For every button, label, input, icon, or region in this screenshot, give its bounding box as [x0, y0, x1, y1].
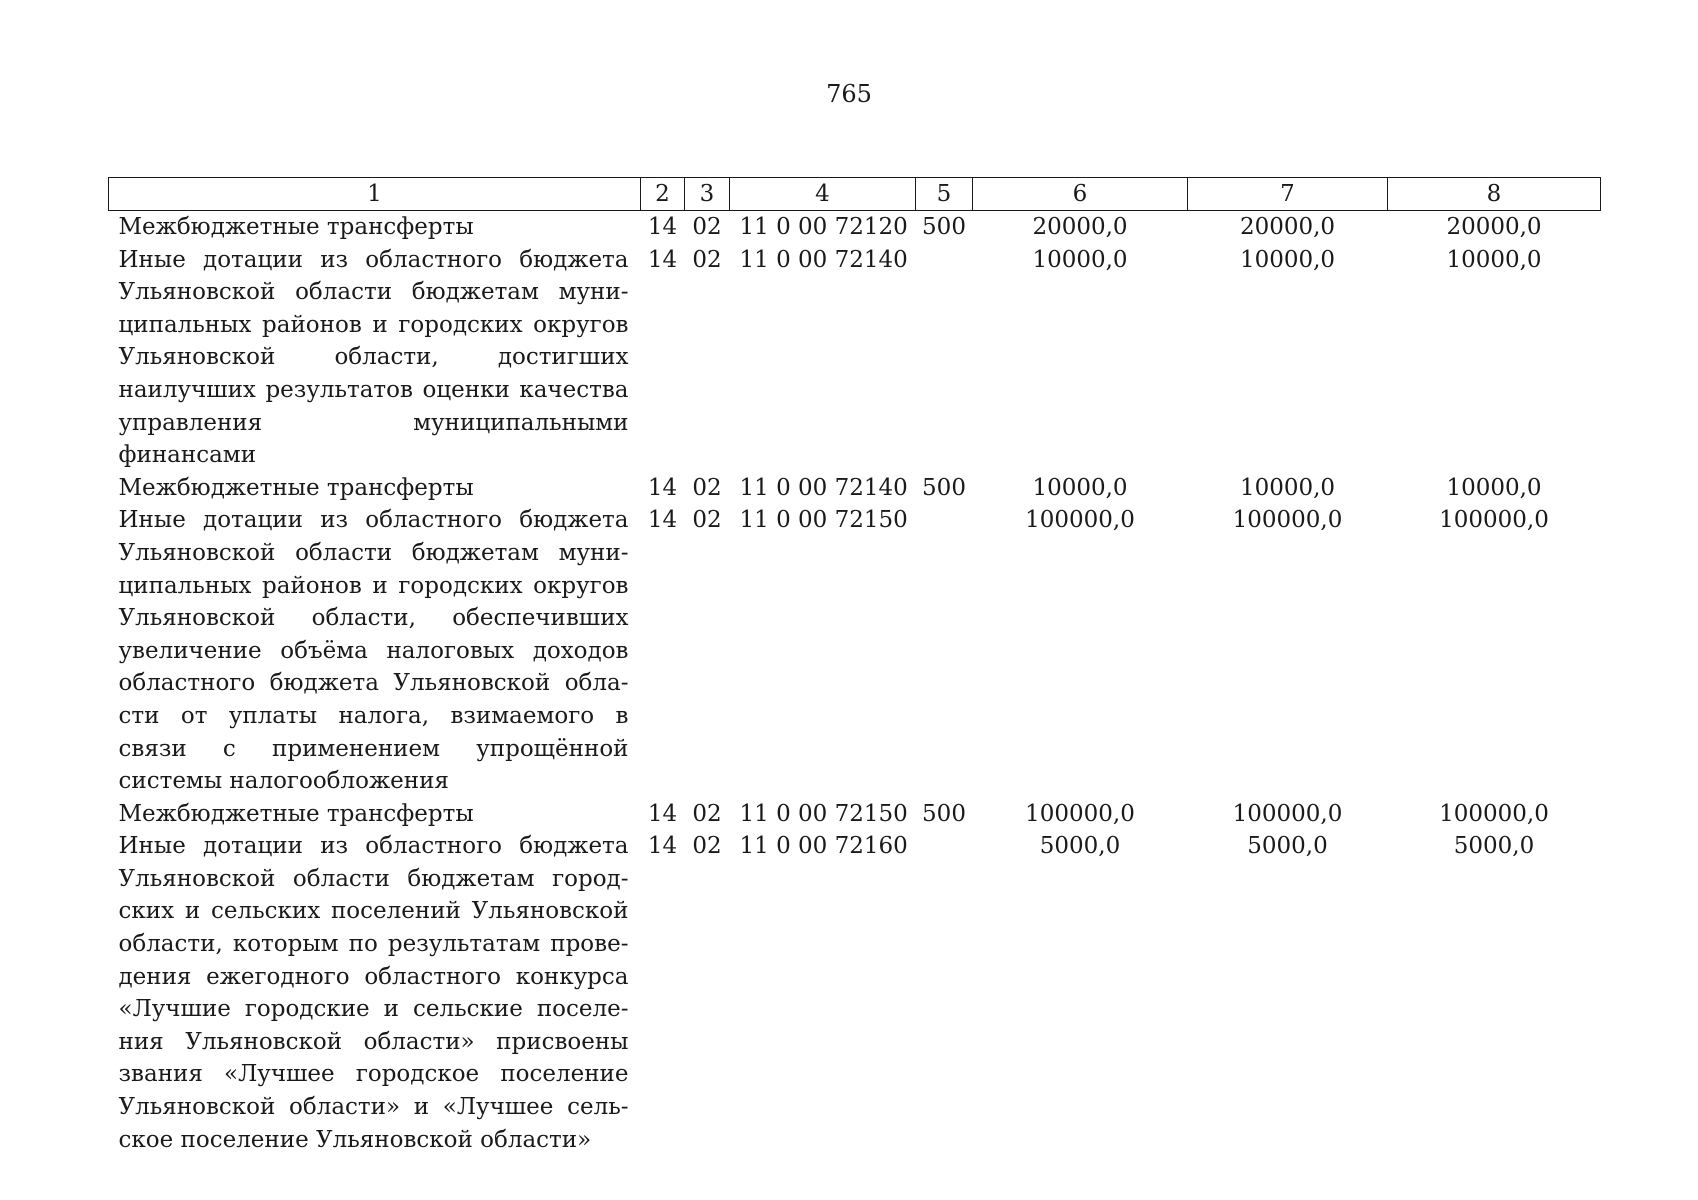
row-expense-type: 500	[922, 214, 966, 240]
row-subsection: 02	[692, 246, 722, 273]
row-name: Межбюджетные трансферты	[118, 800, 474, 827]
row-amount-col6: 20000,0	[1032, 214, 1128, 240]
header-col-2: 2	[641, 178, 685, 211]
row-amount-col6: 5000,0	[1039, 833, 1121, 860]
row-expense-type	[916, 504, 973, 797]
table-row	[109, 211, 1601, 244]
row-name: Межбюджетные трансферты	[118, 214, 474, 240]
row-amount-col6: 10000,0	[1032, 474, 1128, 501]
row-target-code: 11 0 00 72160	[739, 833, 908, 860]
table-header	[109, 178, 1601, 211]
row-amount-col8: 10000,0	[1446, 474, 1542, 501]
header-row	[109, 178, 1601, 211]
row-amount-col6: 100000,0	[1025, 507, 1135, 534]
row-section: 14	[647, 833, 678, 860]
row-target-code: 11 0 00 72120	[739, 214, 908, 240]
header-col-6: 6	[973, 178, 1188, 211]
row-target-code: 11 0 00 72140	[739, 246, 908, 273]
row-subsection: 02	[692, 833, 722, 860]
row-expense-type: 500	[922, 474, 966, 501]
row-section: 14	[647, 507, 678, 534]
row-subsection: 02	[692, 800, 722, 827]
table-row	[109, 244, 1601, 472]
table-body	[109, 211, 1601, 1157]
row-amount-col7: 10000,0	[1239, 246, 1336, 273]
row-expense-type	[916, 830, 973, 1156]
row-target-code: 11 0 00 72140	[739, 474, 908, 501]
row-subsection: 02	[692, 507, 722, 534]
row-subsection: 02	[692, 214, 722, 240]
row-amount-col6: 10000,0	[1032, 246, 1128, 273]
row-amount-col7: 10000,0	[1239, 474, 1336, 501]
row-section: 14	[647, 800, 678, 827]
header-col-8: 8	[1388, 178, 1601, 211]
row-amount-col7: 5000,0	[1247, 833, 1328, 860]
row-expense-type: 500	[922, 800, 966, 827]
header-col-5: 5	[916, 178, 973, 211]
row-name: Иные дотации из областного бюджета Ульяновской области бюджетам городских и сельских поселений Ульяновской области, которым по результатам проведения ежегодного областного конкурса «Лучшие городские и сельские поселения Ульяновской области» присвоены звания «Лучшее городское поселение Ульяновской области» и «Лучшее сельское поселение Ульяновской области»	[118, 833, 629, 1153]
row-name: Иные дотации из областного бюджета Ульяновской области бюджетам муниципальных районов и городских округов Ульяновской области, обеспечивших увеличение объёма налоговых доходов областного бюджета Ульяновской области от уплаты налога, взимаемого в связи с применением упрощённой системы налогообложения	[118, 507, 629, 795]
row-amount-col6: 100000,0	[1025, 800, 1135, 827]
row-target-code: 11 0 00 72150	[739, 507, 908, 534]
row-target-code: 11 0 00 72150	[739, 800, 908, 827]
header-col-7: 7	[1188, 178, 1388, 211]
row-section: 14	[647, 214, 678, 240]
row-amount-col8: 100000,0	[1439, 800, 1549, 827]
budget-table	[108, 177, 1601, 1156]
header-col-4: 4	[730, 178, 916, 211]
row-amount-col7: 20000,0	[1239, 214, 1336, 240]
row-section: 14	[647, 474, 678, 501]
row-expense-type	[916, 244, 973, 472]
header-col-3: 3	[685, 178, 730, 211]
table-row	[109, 472, 1601, 505]
page-number: 765	[826, 80, 872, 108]
row-name: Иные дотации из областного бюджета Ульяновской области бюджетам муниципальных районов и городских округов Ульяновской области, достигших наилучших результатов оценки качества управления муниципальными финансами	[118, 246, 629, 469]
header-col-1: 1	[109, 178, 641, 211]
row-amount-col8: 5000,0	[1453, 833, 1535, 860]
table-row	[109, 830, 1601, 1156]
row-amount-col8: 100000,0	[1439, 507, 1549, 534]
row-amount-col7: 100000,0	[1232, 800, 1343, 827]
row-name: Межбюджетные трансферты	[118, 474, 474, 501]
row-amount-col8: 10000,0	[1446, 246, 1542, 273]
row-section: 14	[647, 246, 678, 273]
row-amount-col8: 20000,0	[1446, 214, 1542, 240]
table-row	[109, 798, 1601, 831]
table-row	[109, 504, 1601, 797]
row-amount-col7: 100000,0	[1232, 507, 1343, 534]
row-subsection: 02	[692, 474, 722, 501]
